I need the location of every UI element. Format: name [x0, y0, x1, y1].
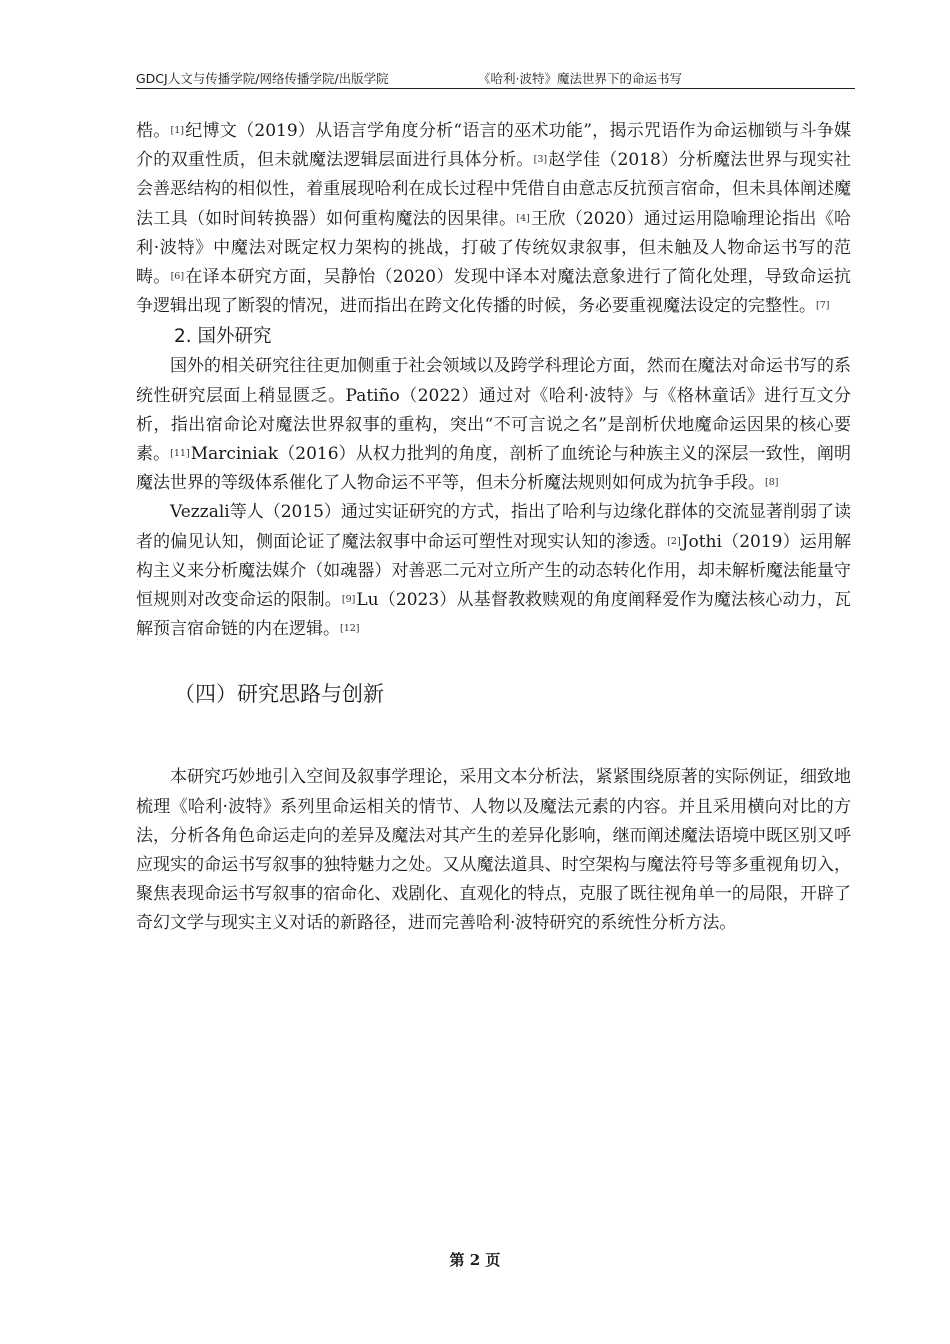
citation-ref: [6] — [170, 271, 185, 283]
page-body — [136, 117, 851, 939]
citation-ref: [2] — [667, 535, 681, 547]
section-heading-research-approach: （四）研究思路与创新 — [174, 682, 384, 707]
citation-ref: [3] — [533, 154, 548, 166]
paragraph-research-approach: 本研究巧妙地引入空间及叙事学理论，采用文本分析法，紧紧围绕原著的实际例证，细致地梳理《哈利·波特》系列里命运相关的情节、人物以及魔法元素的内容。并且采用横向对比的方法，分析各角色命运走向的差异及魔法对其产生的差异化影响，继而阐述魔法语境中既区别又呼应现实的命运书写叙事的独特魅力之处。又从魔法道具、时空架构与魔法符号等多重视角切入，聚焦表现命运书写叙事的宿命化、戏剧化、直观化的特点，克服了既往视角单一的局限，开辟了奇幻文学与现实主义对话的新路径，进而完善哈利·波特研究的系统性分析方法。 — [136, 767, 851, 934]
page-number: 第 2 页 — [449, 1251, 501, 1269]
citation-ref: [12] — [340, 623, 360, 635]
paragraph-domestic-continued: 梏。[1]纪博文（2019）从语言学角度分析“语言的巫术功能”，揭示咒语作为命运枷锁与斗争媒介的双重性质，但未就魔法逻辑层面进行具体分析。[3]赵学佳（2018）分析魔法世界与现实社会善恶结构的相似性，着重展现哈利在成长过程中凭借自由意志反抗预言宿命，但未具体阐述魔法工具（如时间转换器）如何重构魔法的因果律。[4]王欣（2020）通过运用隐喻理论指出《哈利·波特》中魔法对既定权力架构的挑战，打破了传统奴隶叙事，但未触及人物命运书写的范畴。[6]在译本研究方面，吴静怡（2020）发现中译本对魔法意象进行了简化处理，导致命运抗争逻辑出现了断裂的情况，进而指出在跨文化传播的时候，务必要重视魔法设定的完整性。[7] — [136, 121, 852, 317]
citation-ref: [11] — [170, 448, 190, 460]
citation-ref: [7] — [816, 300, 830, 312]
citation-ref: [8] — [765, 477, 779, 489]
header-institution: GDCJ人文与传播学院/网络传播学院/出版学院 — [136, 71, 389, 86]
header-paper-title: 《哈利·波特》魔法世界下的命运书写 — [478, 71, 682, 86]
paragraph-foreign-1: 国外的相关研究往往更加侧重于社会领域以及跨学科理论方面，然而在魔法对命运书写的系统性研究层面上稍显匮乏。Patiño（2022）通过对《哈利·波特》与《格林童话》进行互文分析，指出宿命论对魔法世界叙事的重构，突出“不可言说之名”是剖析伏地魔命运因果的核心要素。[11]Marciniak（2016）从权力批判的角度，剖析了血统论与种族主义的深层一致性，阐明魔法世界的等级体系催化了人物命运不平等，但未分析魔法规则如何成为抗争手段。[8] — [136, 356, 852, 494]
paragraph-foreign-2: Vezzali等人（2015）通过实证研究的方式，指出了哈利与边缘化群体的交流显著削弱了读者的偏见认知，侧面论证了魔法叙事中命运可塑性对现实认知的渗透。[2]Jothi（2019）运用解构主义来分析魔法媒介（如魂器）对善恶二元对立所产生的动态转化作用，却未解析魔法能量守恒规则对改变命运的限制。[9]Lu（2023）从基督教救赎观的角度阐释爱作为魔法核心动力，瓦解预言宿命链的内在逻辑。[12] — [136, 502, 852, 640]
subheading-foreign-research: 2. 国外研究 — [174, 326, 272, 348]
citation-ref: [1] — [170, 125, 185, 136]
citation-ref: [9] — [341, 594, 356, 606]
citation-ref: [4] — [516, 212, 530, 224]
page-header — [136, 66, 855, 89]
